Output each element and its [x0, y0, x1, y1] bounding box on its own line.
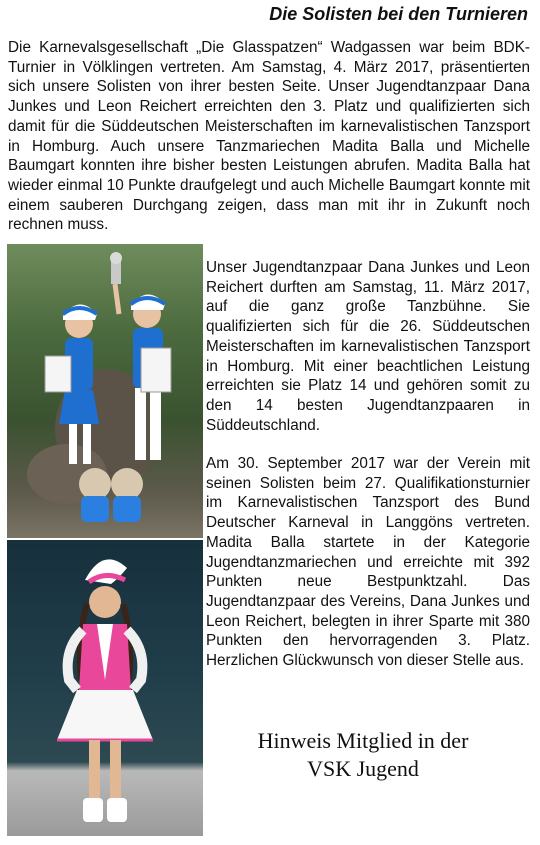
couple-paragraph: Unser Jugendtanzpaar Dana Junkes und Leon Reichert durften am Samstag, 11. März 2017, auf die ganz große Tanzbühne. Sie qualifizierten sich für die 26. Süddeutschen Meisterschaften im karnevalistischen Tanzsport in Homburg. Mit einer beachtlichen Leistung erreichten sie Platz 14 und gehören somit zu den 14 besten Jugendtanzpaaren in Süddeutschland.	[206, 259, 530, 434]
dancer-photo	[7, 540, 203, 836]
membership-note-line2: VSK Jugend	[307, 756, 419, 781]
article-title: Die Solisten bei den Turnieren	[269, 4, 528, 24]
membership-note	[230, 727, 496, 783]
intro-paragraph: Die Karnevalsgesellschaft „Die Glasspatzen“ Wadgassen war beim BDK-Turnier in Völklingen vertreten. Am Samstag, 4. März 2017, präsentierten sich unsere Solisten von ihrer besten Seite. Unser Jugendtanzpaar Dana Junkes und Leon Reichert erreichten den 3. Platz und qualifizierten sich damit für die Süddeutschen Meisterschaften im karnevalistischen Tanzsport in Homburg. Auch unsere Tanzmariechen Madita Balla und Michelle Baumgart konnten ihre bisher besten Leistungen abrufen. Madita Balla hat wieder einmal 10 Punkte draufgelegt und auch Michelle Baumgart konnte mit einem sauberen Durchgang zeigen, dass man mit ihr in Zukunft noch rechnen muss.	[8, 39, 530, 234]
qualification-paragraph: Am 30. September 2017 war der Verein mit seinen Solisten beim 27. Qualifikationsturnier im Karnevalistischen Tanzsport des Bund Deutscher Karneval in Langgöns vertreten. Madita Balla startete in der Kategorie Jugendtanzmariechen und erreichte mit 392 Punkten neue Bestpunktzahl. Das Jugendtanzpaar des Vereins, Dana Junkes und Leon Reichert, belegten in ihrer Sparte mit 380 Punkten den hervorragenden 3. Platz. Herzlichen Glückwunsch von dieser Stelle aus.	[206, 455, 530, 670]
membership-note-line1: Hinweis Mitglied in der	[257, 728, 469, 753]
dance-couple-photo	[7, 244, 203, 538]
